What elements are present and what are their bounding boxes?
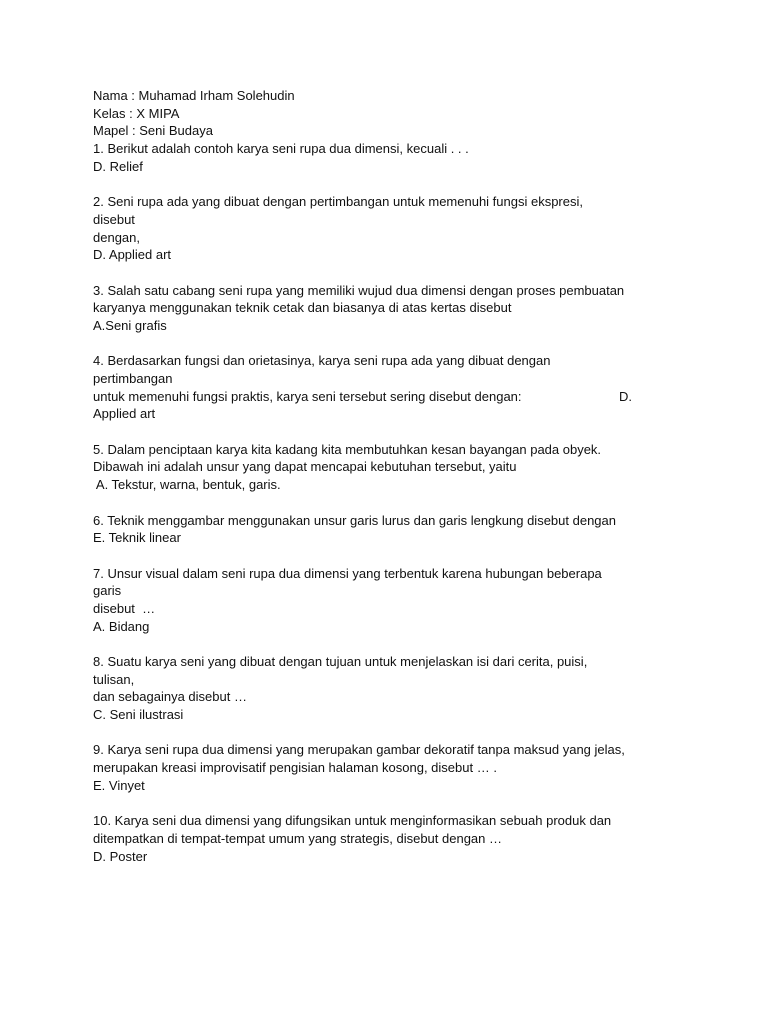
- question-8: [93, 653, 693, 724]
- question-2: [93, 193, 693, 264]
- question-text: merupakan kreasi improvisatif pengisian halaman kosong, disebut … .: [93, 760, 497, 776]
- question-7: [93, 565, 693, 636]
- question-text: disebut: [93, 211, 135, 227]
- question-text: untuk memenuhi fungsi praktis, karya seni tersebut sering disebut dengan:: [93, 388, 522, 404]
- answer: C. Seni ilustrasi: [93, 707, 184, 723]
- answer-letter: D.: [619, 388, 632, 404]
- question-6: [93, 512, 693, 547]
- question-text: disebut …: [93, 600, 156, 616]
- document-content: [93, 87, 693, 865]
- question-text: ditempatkan di tempat-tempat umum yang strategis, disebut dengan …: [93, 830, 502, 846]
- question-text: Dibawah ini adalah unsur yang dapat mencapai kebutuhan tersebut, yaitu: [93, 459, 517, 475]
- question-5: [93, 441, 693, 494]
- answer: Applied art: [93, 406, 156, 422]
- question-text: 4. Berdasarkan fungsi dan orietasinya, karya seni rupa ada yang dibuat dengan: [93, 353, 551, 369]
- student-class: Kelas : X MIPA: [93, 105, 180, 121]
- answer: A. Bidang: [93, 618, 150, 634]
- question-3: [93, 282, 693, 335]
- question-text: 9. Karya seni rupa dua dimensi yang merupakan gambar dekoratif tanpa maksud yang jelas,: [93, 742, 625, 758]
- answer: E. Teknik linear: [93, 530, 181, 546]
- answer: D. Relief: [93, 158, 143, 174]
- question-text: 1. Berikut adalah contoh karya seni rupa dua dimensi, kecuali . . .: [93, 141, 469, 157]
- question-4: [93, 352, 693, 423]
- question-text-with-answer: [93, 388, 693, 406]
- question-text: tulisan,: [93, 671, 135, 687]
- answer: D. Poster: [93, 848, 148, 864]
- question-text: 3. Salah satu cabang seni rupa yang memiliki wujud dua dimensi dengan proses pembuatan: [93, 282, 625, 298]
- answer: E. Vinyet: [93, 777, 145, 793]
- question-text: pertimbangan: [93, 371, 173, 386]
- question-text: 7. Unsur visual dalam seni rupa dua dimensi yang terbentuk karena hubungan beberapa: [93, 565, 602, 581]
- question-text: karyanya menggunakan teknik cetak dan biasanya di atas kertas disebut: [93, 300, 512, 316]
- answer: A. Tekstur, warna, bentuk, garis.: [93, 477, 281, 493]
- question-10: [93, 812, 693, 865]
- question-text: 10. Karya seni dua dimensi yang difungsikan untuk menginformasikan sebuah produk dan: [93, 813, 612, 829]
- question-text: 5. Dalam penciptaan karya kita kadang kita membutuhkan kesan bayangan pada obyek.: [93, 441, 602, 457]
- question-1: [93, 140, 693, 175]
- question-text: dan sebagainya disebut …: [93, 689, 247, 705]
- answer: A.Seni grafis: [93, 317, 167, 333]
- question-text: 6. Teknik menggambar menggunakan unsur garis lurus dan garis lengkung disebut dengan: [93, 512, 616, 528]
- question-text: dengan,: [93, 229, 140, 245]
- question-text: garis: [93, 583, 122, 599]
- subject: Mapel : Seni Budaya: [93, 123, 213, 139]
- question-text: 2. Seni rupa ada yang dibuat dengan pertimbangan untuk memenuhi fungsi ekspresi,: [93, 194, 583, 210]
- question-9: [93, 741, 693, 794]
- student-name: Nama : Muhamad Irham Solehudin: [93, 88, 295, 103]
- question-text: 8. Suatu karya seni yang dibuat dengan tujuan untuk menjelaskan isi dari cerita, puisi,: [93, 654, 588, 669]
- answer: D. Applied art: [93, 247, 172, 263]
